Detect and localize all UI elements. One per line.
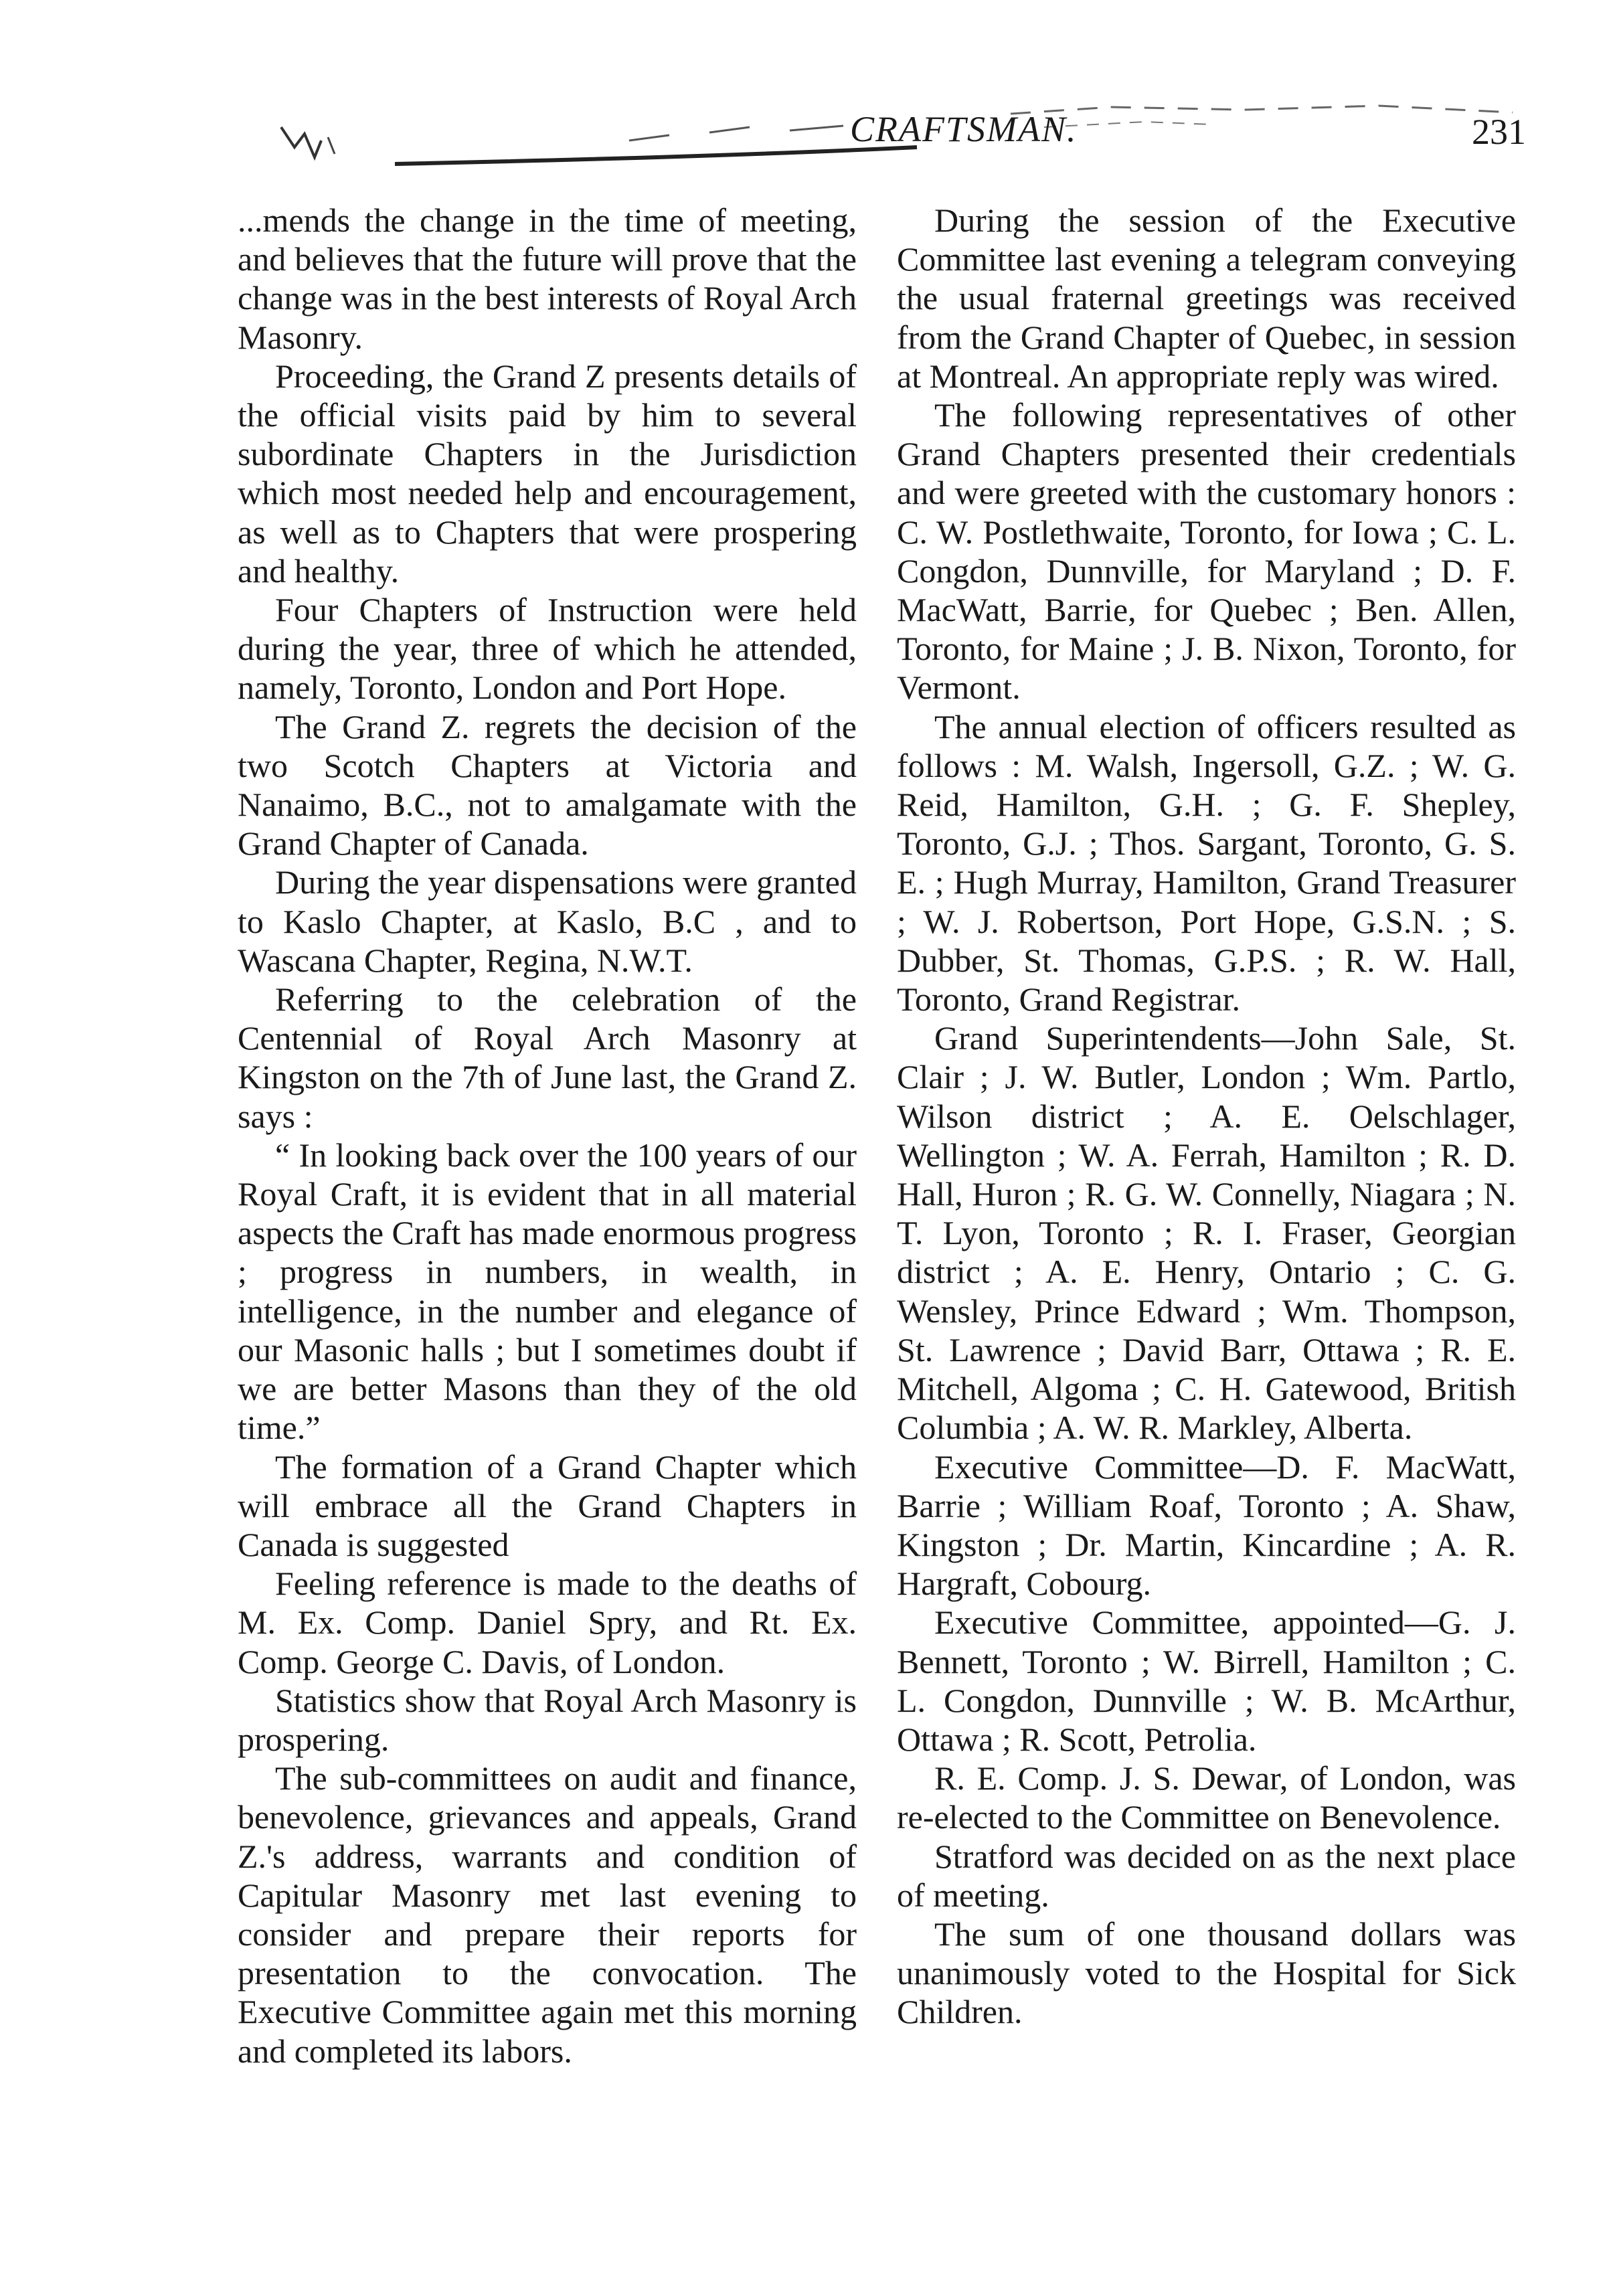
page-number: 231 [1472, 112, 1526, 152]
paragraph: Proceeding, the Grand Z presents details of the official visits paid by him to several subordinate Chapters in the Jurisdiction which most needed help and encouragement, as well as to Chapters that were prospering and healthy. [238, 357, 857, 590]
right-column [897, 201, 1516, 2208]
paragraph: During the session of the Executive Committee last evening a telegram conveying the usual fraternal greetings was received from the Grand Chapter of Quebec, in session at Montreal. An appropriate reply was wired. [897, 201, 1516, 395]
paragraph: Four Chapters of Instruction were held during the year, three of which he attended, namely, Toronto, London and Port Hope. [238, 591, 857, 707]
paragraph: Statistics show that Royal Arch Masonry is prospering. [238, 1681, 857, 1758]
paragraph: Executive Committee, appointed—G. J. Bennett, Toronto ; W. Birrell, Hamilton ; C. L. Congdon, Dunnville ; W. B. McArthur, Ottawa ; R. Scott, Petrolia. [897, 1603, 1516, 1758]
running-title: CRAFTSMAN. [850, 109, 1078, 149]
paragraph: The sub-committees on audit and finance, benevolence, grievances and appeals, Grand Z.'s address, warrants and condition of Capitular Masonry met last evening to consider and prepare their reports for presentation to the convocation. The Executive Committee again met this morning and completed its labors. [238, 1759, 857, 2070]
paragraph: Stratford was decided on as the next place of meeting. [897, 1837, 1516, 1914]
paragraph: The Grand Z. regrets the decision of the two Scotch Chapters at Victoria and Nanaimo, B.C., not to amalgamate with the Grand Chapter of Canada. [238, 707, 857, 863]
paragraph: Referring to the celebration of the Centennial of Royal Arch Masonry at Kingston on the 7th of June last, the Grand Z. says : [238, 980, 857, 1135]
paragraph: During the year dispensations were granted to Kaslo Chapter, at Kaslo, B.C , and to Wascana Chapter, Regina, N.W.T. [238, 863, 857, 979]
article-body [238, 201, 1516, 2208]
page-header [241, 100, 1533, 174]
paragraph: The annual election of officers resulted as follows : M. Walsh, Ingersoll, G.Z. ; W. G. Reid, Hamilton, G.H. ; G. F. Shepley, Toronto, G.J. ; Thos. Sargant, Toronto, G. S. E. ; Hugh Murray, Hamilton, Grand Treasurer ; W. J. Robertson, Port Hope, G.S.N. ; S. Dubber, St. Thomas, G.P.S. ; R. W. Hall, Toronto, Grand Registrar. [897, 707, 1516, 1019]
paragraph: Grand Superintendents—John Sale, St. Clair ; J. W. Butler, London ; Wm. Partlo, Wilson district ; A. E. Oelschlager, Wellington ; W. A. Ferrah, Hamilton ; R. D. Hall, Huron ; R. G. W. Connelly, Niagara ; N. T. Lyon, Toronto ; R. I. Fraser, Georgian district ; A. E. Henry, Ontario ; C. G. Wensley, Prince Edward ; Wm. Thompson, St. Lawrence ; David Barr, Ottawa ; R. E. Mitchell, Algoma ; C. H. Gatewood, British Columbia ; A. W. R. Markley, Alberta. [897, 1019, 1516, 1447]
paragraph: The following representatives of other Grand Chapters presented their credentials and were greeted with the customary honors : C. W. Postlethwaite, Toronto, for Iowa ; C. L. Congdon, Dunnville, for Maryland ; D. F. MacWatt, Barrie, for Quebec ; Ben. Allen, Toronto, for Maine ; J. B. Nixon, Toronto, for Vermont. [897, 396, 1516, 707]
paragraph: ...mends the change in the time of meeting, and believes that the future will prove that the change was in the best interests of Royal Arch Masonry. [238, 201, 857, 356]
paragraph: Executive Committee—D. F. MacWatt, Barrie ; William Roaf, Toronto ; A. Shaw, Kingston ; Dr. Martin, Kincardine ; A. R. Hargraft, Cobourg. [897, 1447, 1516, 1603]
left-column [238, 201, 857, 2208]
paragraph: Feeling reference is made to the deaths of M. Ex. Comp. Daniel Spry, and Rt. Ex. Comp. George C. Davis, of London. [238, 1565, 857, 1680]
paragraph: The formation of a Grand Chapter which will embrace all the Grand Chapters in Canada is suggested [238, 1447, 857, 1563]
paragraph: “ In looking back over the 100 years of our Royal Craft, it is evident that in all material aspects the Craft has made enormous progress ; progress in numbers, in wealth, in intelligence, in the number and elegance of our Masonic halls ; but I sometimes doubt if we are better Masons than they of the old time.” [238, 1136, 857, 1447]
paragraph: The sum of one thousand dollars was unanimously voted to the Hospital for Sick Children. [897, 1915, 1516, 2031]
paragraph: R. E. Comp. J. S. Dewar, of London, was re-elected to the Committee on Benevolence. [897, 1759, 1516, 1836]
